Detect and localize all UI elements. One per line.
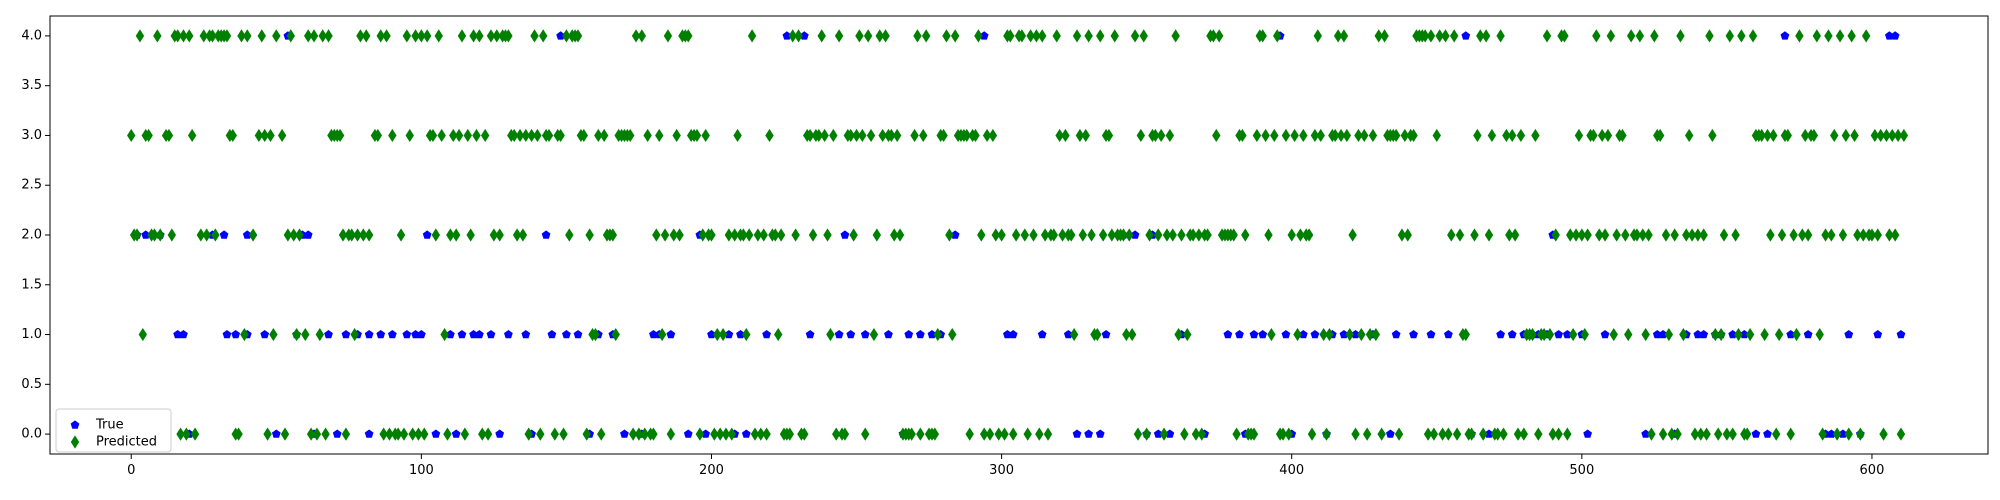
- legend-label-true: True: [96, 417, 124, 433]
- y-tick-label: 0.5: [21, 376, 42, 392]
- legend-label-predicted: Predicted: [96, 434, 158, 450]
- y-tick-label: 3.0: [21, 127, 42, 143]
- x-tick-label: 200: [699, 463, 724, 478]
- y-tick-label: 3.5: [21, 78, 42, 94]
- legend: [56, 409, 171, 452]
- x-tick-label: 500: [1569, 463, 1595, 478]
- y-tick-label: 2.5: [21, 177, 42, 193]
- y-tick-label: 4.0: [21, 28, 42, 44]
- x-tick-label: 0: [127, 463, 136, 478]
- x-tick-label: 100: [408, 463, 434, 478]
- x-tick-label: 600: [1859, 463, 1885, 478]
- y-tick-label: 1.5: [21, 277, 42, 293]
- y-tick-label: 0.0: [21, 426, 42, 442]
- y-tick-label: 2.0: [21, 227, 42, 243]
- y-tick-label: 1.0: [21, 327, 42, 343]
- x-tick-label: 400: [1279, 463, 1305, 478]
- x-tick-label: 300: [989, 463, 1015, 478]
